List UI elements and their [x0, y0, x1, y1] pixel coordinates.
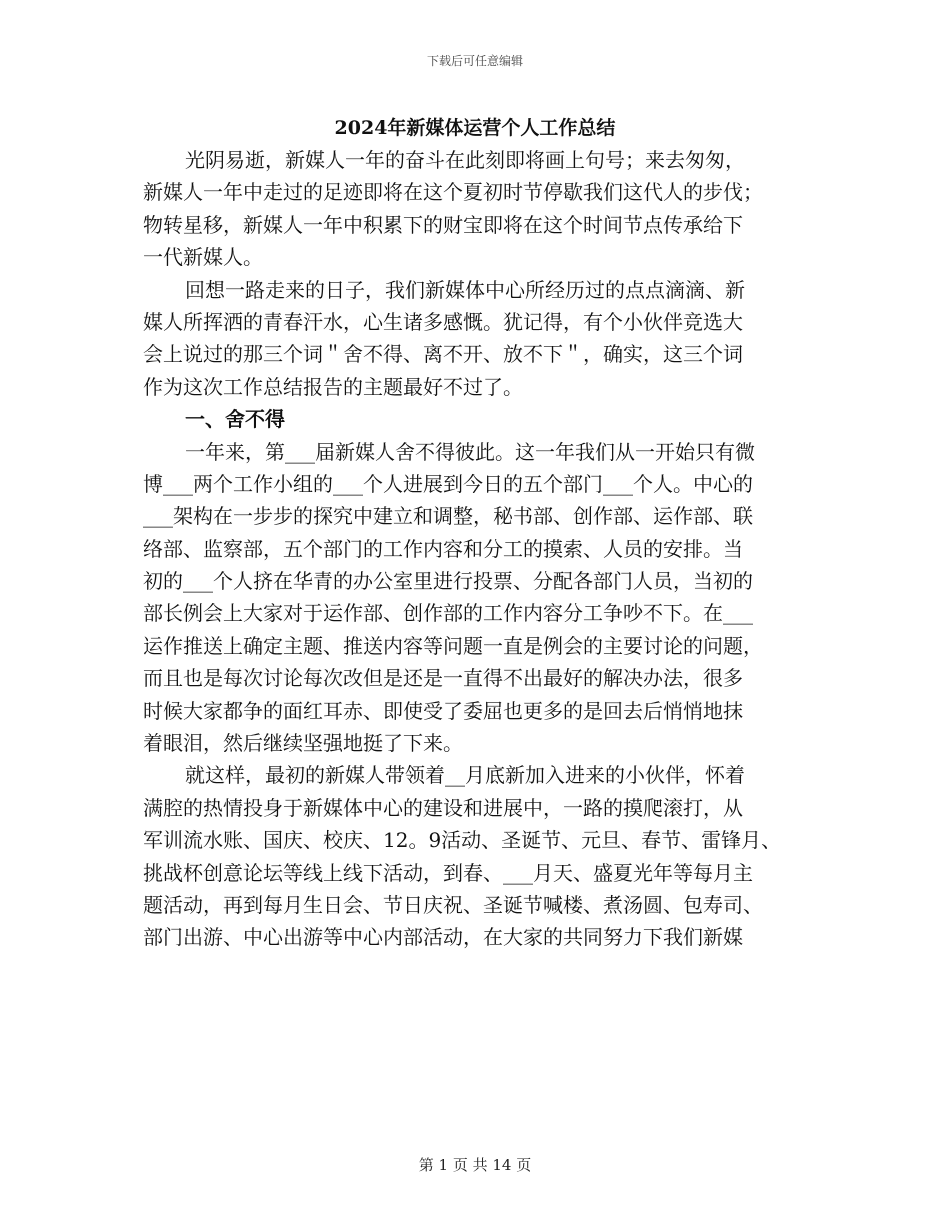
text-line: 部门出游、中心出游等中心内部活动，在大家的共同努力下我们新媒: [143, 925, 743, 950]
document-title: 2024年新媒体运营个人工作总结: [334, 117, 616, 139]
text-line: ___架构在一步步的探究中建立和调整，秘书部、创作部、运作部、联: [143, 504, 753, 529]
text-line: 就这样，最初的新媒人带领着__月底新加入进来的小伙伴，怀着: [185, 763, 745, 788]
text-line: 博___两个工作小组的___个人进展到今日的五个部门___个人。中心的: [143, 471, 753, 496]
document-body: [143, 144, 813, 954]
section-heading: 一、舍不得: [185, 407, 285, 432]
text-line: 一年来，第___届新媒人舍不得彼此。这一年我们从一开始只有微: [185, 439, 755, 464]
page-number: 第 1 页 共 14 页: [418, 1156, 532, 1174]
text-line: 物转星移，新媒人一年中积累下的财宝即将在这个时间节点传承给下: [143, 212, 743, 237]
text-line: 运作推送上确定主题、推送内容等问题一直是例会的主要讨论的问题，: [143, 633, 763, 658]
text-line: 初的___个人挤在华青的办公室里进行投票、分配各部门人员，当初的: [143, 569, 753, 594]
text-line: 满腔的热情投身于新媒体中心的建设和进展中，一路的摸爬滚打，从: [143, 795, 743, 820]
text-line: 回想一路走来的日子，我们新媒体中心所经历过的点点滴滴、新: [185, 277, 745, 302]
text-line: 光阴易逝，新媒人一年的奋斗在此刻即将画上句号；来去匆匆，: [185, 148, 745, 172]
text-line: 着眼泪，然后继续坚强地挺了下来。: [143, 731, 463, 756]
text-line: 新媒人一年中走过的足迹即将在这个夏初时节停歇我们这代人的步伐；: [143, 180, 763, 205]
text-line: 挑战杯创意论坛等线上线下活动，到春、___月天、盛夏光年等每月主: [143, 860, 753, 885]
text-line: 而且也是每次讨论每次改但是还是一直得不出最好的解决办法，很多: [143, 666, 743, 691]
text-line: 时候大家都争的面红耳赤、即使受了委屈也更多的是回去后悄悄地抹: [143, 698, 743, 723]
text-line: 络部、监察部，五个部门的工作内容和分工的摸索、人员的安排。当: [143, 536, 743, 561]
text-line: 题活动，再到每月生日会、节日庆祝、圣诞节喊楼、煮汤圆、包寿司、: [143, 892, 763, 917]
text-line: 作为这次工作总结报告的主题最好不过了。: [143, 374, 523, 399]
text-line: 会上说过的那三个词＂舍不得、离不开、放不下＂，确实，这三个词: [143, 342, 743, 367]
text-line: 军训流水账、国庆、校庆、12。9活动、圣诞节、元旦、春节、雷锋月、: [143, 828, 782, 853]
text-line: 媒人所挥洒的青春汗水，心生诸多感慨。犹记得，有个小伙伴竞选大: [143, 309, 743, 334]
page-header-note: 下载后可任意编辑: [426, 54, 523, 68]
text-line: 部长例会上大家对于运作部、创作部的工作内容分工争吵不下。在___: [143, 601, 753, 626]
text-line: 一代新媒人。: [143, 245, 263, 270]
